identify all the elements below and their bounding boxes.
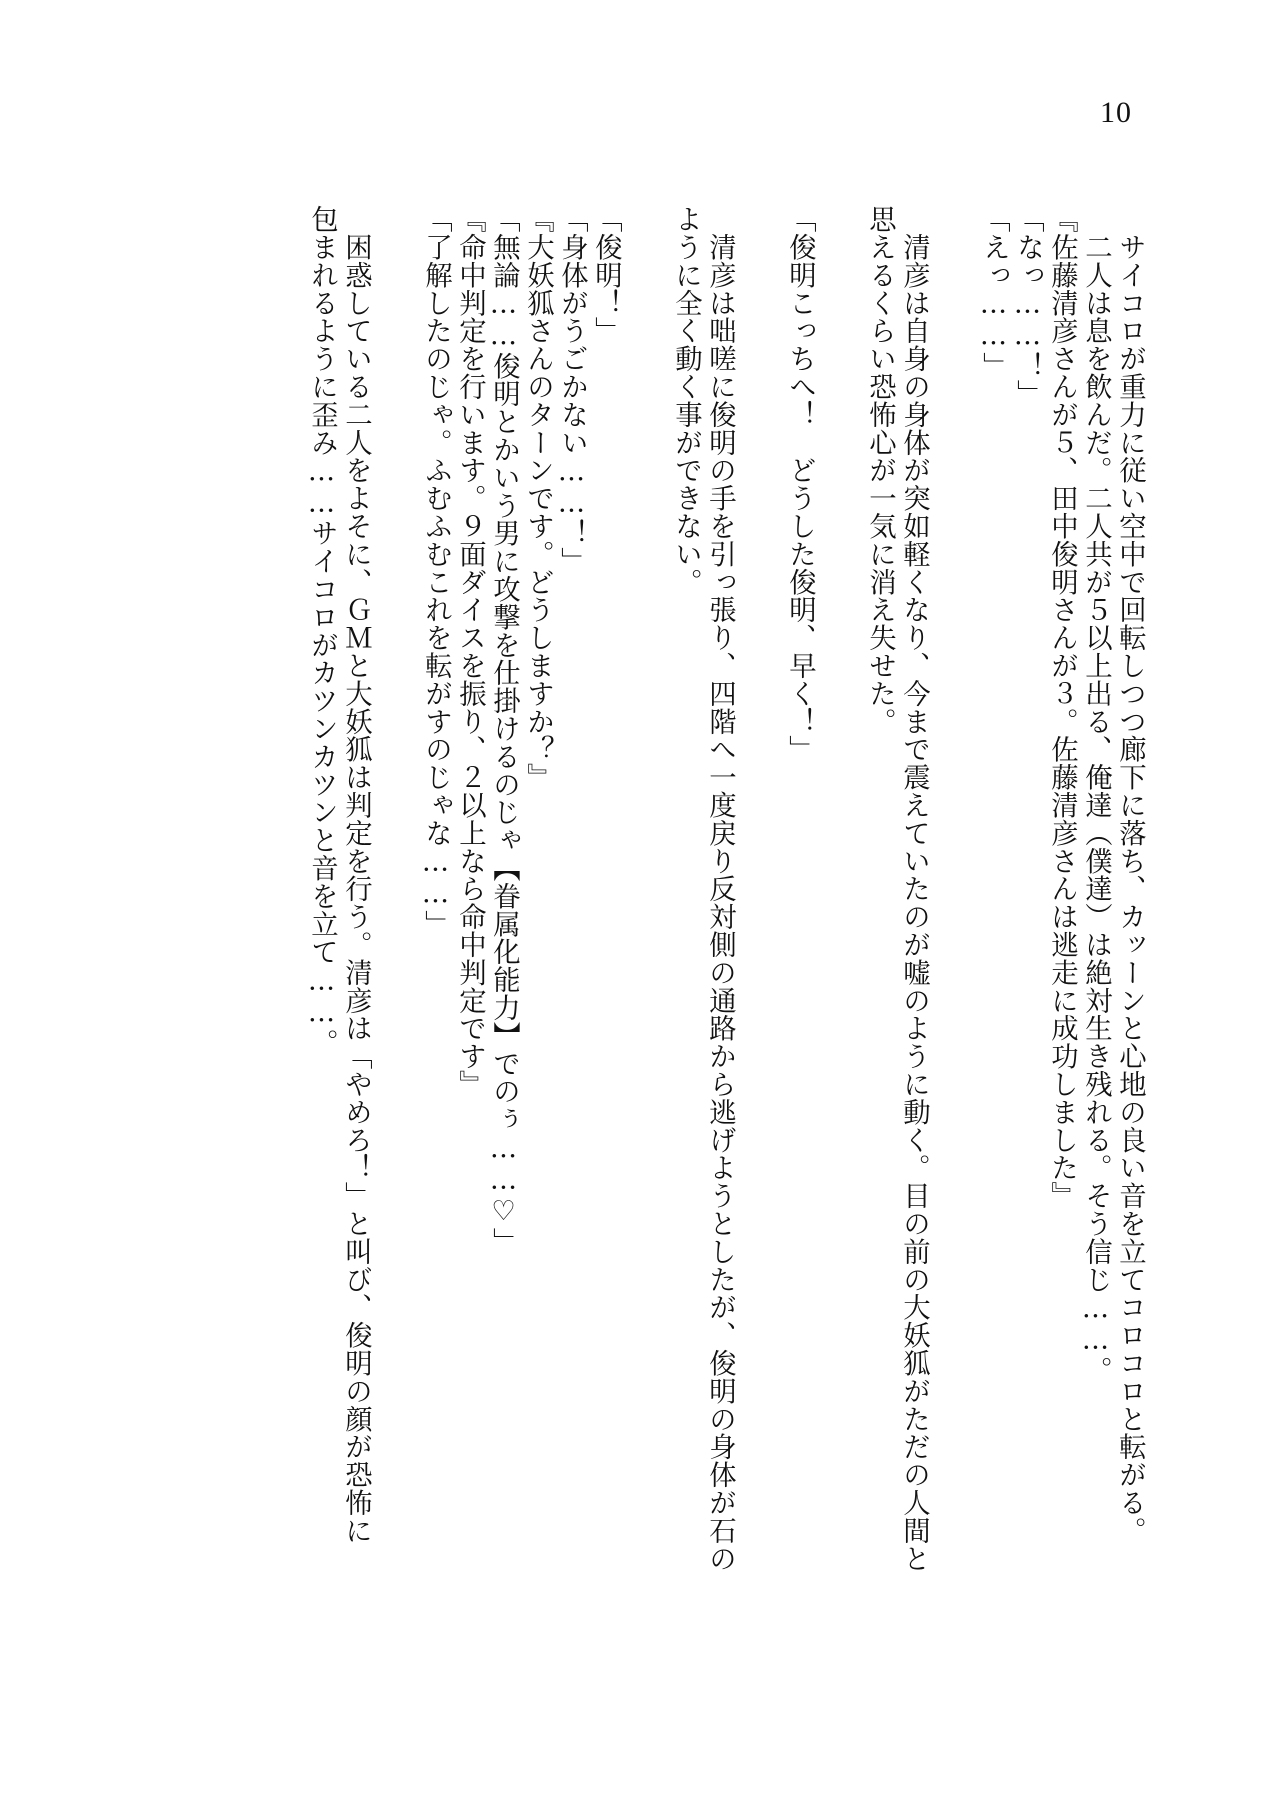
- text-column: 二人は息を飲んだ。二人共が５以上出る、俺達（僕達）は絶対生き残れる。そう信じ……。: [1080, 205, 1111, 1384]
- text-column: 包まれるように歪み……サイコロがカツンカツンと音を立て……。: [306, 205, 337, 1057]
- text-column: 『命中判定を行います。９面ダイスを振り、２以上なら命中判定です』: [454, 205, 485, 1098]
- text-column: 「了解したのじゃ。ふむふむこれを転がすのじゃな……」: [420, 205, 451, 938]
- text-column: 困惑している二人をよそに、ＧＭと大妖狐は判定を行う。清彦は「やめろ！」と叫び、俊明の顔が恐怖に: [340, 205, 371, 1545]
- text-column: ように全く動く事ができない。: [670, 205, 701, 596]
- text-column: 『大妖狐さんのターンです。どうしますか？』: [522, 205, 553, 791]
- text-column: 『佐藤清彦さんが５、田中俊明さんが３。佐藤清彦さんは逃走に成功しました』: [1046, 205, 1077, 1210]
- text-column: 思えるくらい恐怖心が一気に消え失せた。: [864, 205, 895, 736]
- text-column: 「俊明こっちへ！ どうした俊明、早く！」: [784, 205, 815, 763]
- page-number: 10: [1100, 96, 1132, 129]
- text-column: 清彦は自身の身体が突如軽くなり、今まで震えていたのが嘘のように動く。目の前の大妖狐がただの人間と: [898, 205, 929, 1573]
- text-column: 「えっ……」: [978, 205, 1009, 380]
- text-column: サイコロが重力に従い空中で回転しつつ廊下に落ち、カッーンと心地の良い音を立てコロコロと転がる。: [1114, 205, 1145, 1545]
- text-column: 「無論……俊明とかいう男に攻撃を仕掛けるのじゃ【眷属化能力】でのぅ……♡」: [488, 205, 519, 1256]
- text-column: 「身体がうごかない……！」: [556, 205, 587, 575]
- text-column: 「なっ……！」: [1012, 205, 1043, 408]
- text-column: 清彦は咄嗟に俊明の手を引っ張り、四階へ一度戻り反対側の通路から逃げようとしたが、俊明の身体が石の: [704, 205, 735, 1573]
- text-column: 「俊明！」: [590, 205, 621, 345]
